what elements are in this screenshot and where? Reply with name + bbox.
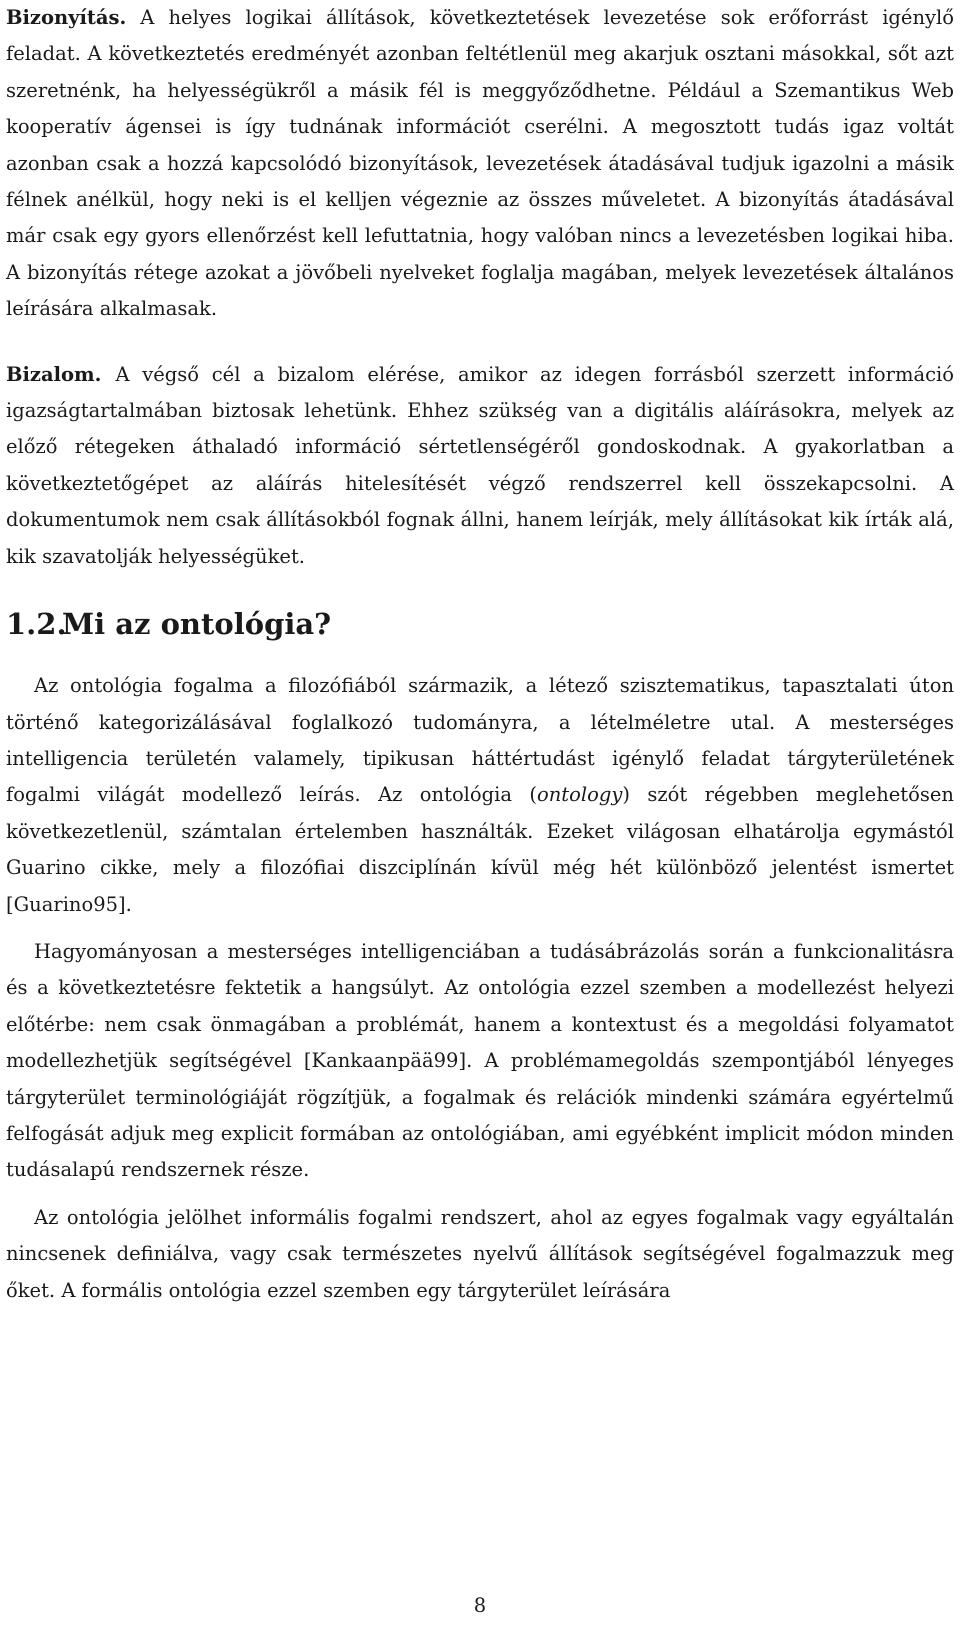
page-number: 8 [473, 1594, 487, 1617]
document-page [6, 0, 954, 1309]
ontology-paragraph-1 [6, 668, 954, 923]
ontology-paragraph-1-text-b: ) szót régebben meglehetősen következetlenül, számtalan értelemben használták. Ezeket világosan elhatárolja egymástól Guarino cikke, mely a filozófiai diszciplínán kívül még hét különböző jelentést ismertet [Guarino95]. [6, 783, 954, 916]
section-heading [6, 604, 954, 644]
proof-body-text: A helyes logikai állítások, következtetések levezetése sok erőforrást igénylő feladat. A következtetés eredményét azonban feltétlenül meg akarjuk osztani másokkal, sőt azt szeretnénk, ha helyességükről a másik fél is meggyőződhetne. Például a Szemantikus Web kooperatív ágensei is így tudnának információt cserélni. A megosztott tudás igaz voltát azonban csak a hozzá kapcsolódó bizonyítások, levezetések átadásával tudjuk igazolni a másik félnek anélkül, hogy neki is el kelljen végeznie az összes műveletet. A bizonyítás átadásával már csak egy gyors ellenőrzést kell lefuttatnia, hogy valóban nincs a levezetésben logikai hiba. A bizonyítás rétege azokat a jövőbeli nyelveket foglalja magában, melyek levezetések általános leírására alkalmasak. [6, 6, 954, 321]
ontology-term-italic: ontology [537, 783, 623, 807]
section-number: 1.2. [6, 607, 67, 642]
trust-body-text: A végső cél a bizalom elérése, amikor az idegen forrásból szerzett információ igazságtartalmában biztosak lehetünk. Ehhez szükség van a digitális aláírásokra, melyek az előző rétegeken áthaladó információ sértetlenségéről gondoskodnak. A gyakorlatban a következtetőgépet az aláírás hitelesítését végző rendszerrel kell összekapcsolni. A dokumentumok nem csak állításokból fognak állni, hanem leírják, mely állításokat kik írták alá, kik szavatolják helyességüket. [6, 362, 954, 568]
proof-paragraph [6, 0, 954, 328]
section-title: Mi az ontológia? [62, 607, 332, 642]
ontology-paragraph-1-text-a: Az ontológia fogalma a filozófiából származik, a létező szisztematikus, tapasztalati úton történő kategorizálásával foglalkozó tudományra, a lételméletre utal. A mesterséges intelligencia területén valamely, tipikusan háttértudást igénylő feladat tárgyterületének fogalmi világát modellező leírás. Az ontológia ( [6, 674, 954, 807]
trust-run-in-heading: Bizalom. [6, 362, 102, 386]
proof-run-in-heading: Bizonyítás. [6, 6, 127, 29]
ontology-paragraph-2: Hagyományosan a mesterséges intelligenciában a tudásábrázolás során a funkcionalitásra és a következtetésre fektetik a hangsúlyt. Az ontológia ezzel szemben a modellezést helyezi előtérbe: nem csak önmagában a problémát, hanem a kontextust és a megoldási folyamatot modellezhetjük segítségével [Kankaanpää99]. A problémamegoldás szempontjából lényeges tárgyterület terminológiáját rögzítjük, a fogalmak és relációk mindenki számára egyértelmű felfogását adjuk meg explicit formában az ontológiában, ami egyébként implicit módon minden tudásalapú rendszernek része. [6, 939, 954, 1182]
ontology-paragraph-3: Az ontológia jelölhet informális fogalmi rendszert, ahol az egyes fogalmak vagy egyáltalán nincsenek definiálva, vagy csak természetes nyelvű állítások segítségével fogalmazzuk meg őket. A formális ontológia ezzel szemben egy tárgyterület leírására [6, 1205, 954, 1302]
trust-paragraph [6, 357, 954, 575]
